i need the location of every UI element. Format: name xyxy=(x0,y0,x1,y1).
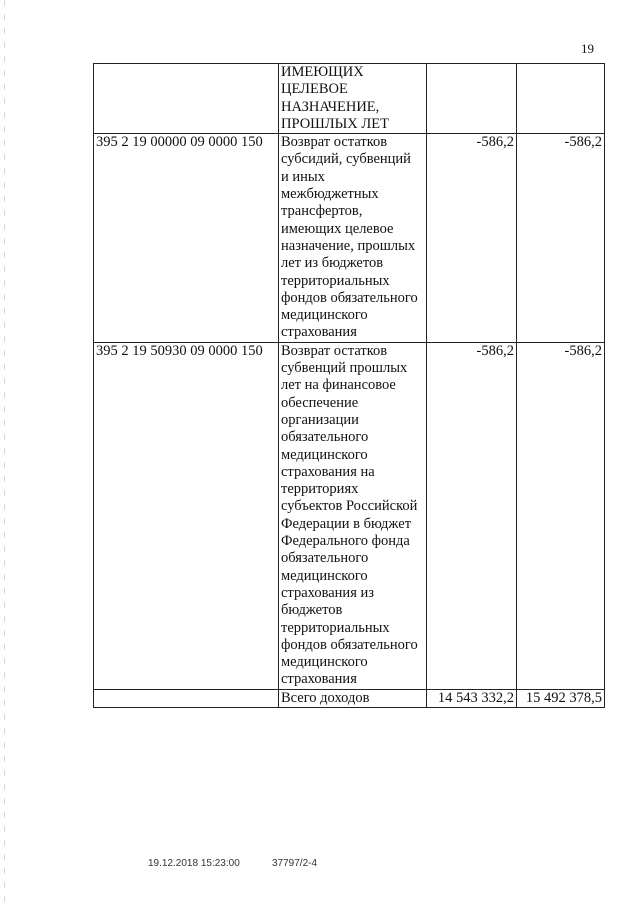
item-name-line: страхования xyxy=(281,671,357,688)
item-name-line: Федерации в бюджет xyxy=(281,515,412,532)
amount-2018-cell: -586,2 xyxy=(427,134,517,343)
item-name-line: территориальных xyxy=(281,272,390,289)
item-name-line: обязательного xyxy=(281,429,369,446)
item-name-line: обеспечение xyxy=(281,394,359,411)
budget-code-cell xyxy=(94,64,279,134)
item-name-line: медицинского xyxy=(281,307,368,324)
item-name-line: субъектов Российской xyxy=(281,498,418,515)
footer-doc-id: 37797/2-4 xyxy=(272,858,318,869)
item-name-line: назначение, прошлых xyxy=(281,237,416,254)
total-code-cell xyxy=(94,689,279,707)
item-name-line: лет на финансовое xyxy=(281,377,396,394)
item-name-line: межбюджетных xyxy=(281,186,379,203)
footer-timestamp: 19.12.2018 15:23:00 xyxy=(148,858,240,869)
item-name-line: Федерального фонда xyxy=(281,533,410,550)
item-name-line: Возврат остатков xyxy=(281,342,388,359)
item-name-line: фондов обязательного xyxy=(281,289,418,306)
table-row xyxy=(94,342,605,689)
item-name-line: ИМЕЮЩИХ xyxy=(281,64,364,80)
item-name-line: обязательного xyxy=(281,550,369,567)
table-row xyxy=(94,134,605,343)
item-name-line: имеющих целевое xyxy=(281,220,394,237)
amount-2018-cell xyxy=(427,64,517,134)
amount-2019-cell: -586,2 xyxy=(517,342,605,689)
total-label: Всего доходов xyxy=(279,689,427,707)
item-name-line: бюджетов xyxy=(281,602,343,619)
item-name-cell xyxy=(279,134,427,343)
item-name-line: субсидий, субвенций xyxy=(281,151,411,168)
total-row xyxy=(94,689,605,707)
scan-edge-artifact xyxy=(4,0,5,905)
total-amount-2019: 15 492 378,5 xyxy=(517,689,605,707)
item-name-line: Возврат остатков xyxy=(281,134,388,151)
table-row xyxy=(94,64,605,134)
budget-code-cell: 395 2 19 00000 09 0000 150 xyxy=(94,134,279,343)
item-name-line: ЦЕЛЕВОЕ xyxy=(281,81,348,98)
item-name-line: субвенций прошлых xyxy=(281,360,408,377)
item-name-line: страхования xyxy=(281,324,357,341)
item-name-line: фондов обязательного xyxy=(281,636,418,653)
item-name-line: территориальных xyxy=(281,619,390,636)
item-name-line: страхования на xyxy=(281,463,375,480)
item-name-cell xyxy=(279,342,427,689)
total-amount-2018: 14 543 332,2 xyxy=(427,689,517,707)
item-name-line: НАЗНАЧЕНИЕ, xyxy=(281,98,380,115)
amount-2018-cell: -586,2 xyxy=(427,342,517,689)
amount-2019-cell: -586,2 xyxy=(517,134,605,343)
item-name-line: территориях xyxy=(281,481,359,498)
item-name-line: трансфертов, xyxy=(281,203,363,220)
item-name-line: медицинского xyxy=(281,567,368,584)
budget-code-cell: 395 2 19 50930 09 0000 150 xyxy=(94,342,279,689)
item-name-line: медицинского xyxy=(281,446,368,463)
item-name-line: ПРОШЛЫХ ЛЕТ xyxy=(281,115,389,132)
page-number: 19 xyxy=(581,41,594,56)
budget-table xyxy=(93,63,605,708)
item-name-line: медицинского xyxy=(281,654,368,671)
amount-2019-cell xyxy=(517,64,605,134)
item-name-line: лет из бюджетов xyxy=(281,255,384,272)
item-name-line: и иных xyxy=(281,168,325,185)
item-name-cell xyxy=(279,64,427,134)
item-name-line: организации xyxy=(281,411,359,428)
item-name-line: страхования из xyxy=(281,584,374,601)
